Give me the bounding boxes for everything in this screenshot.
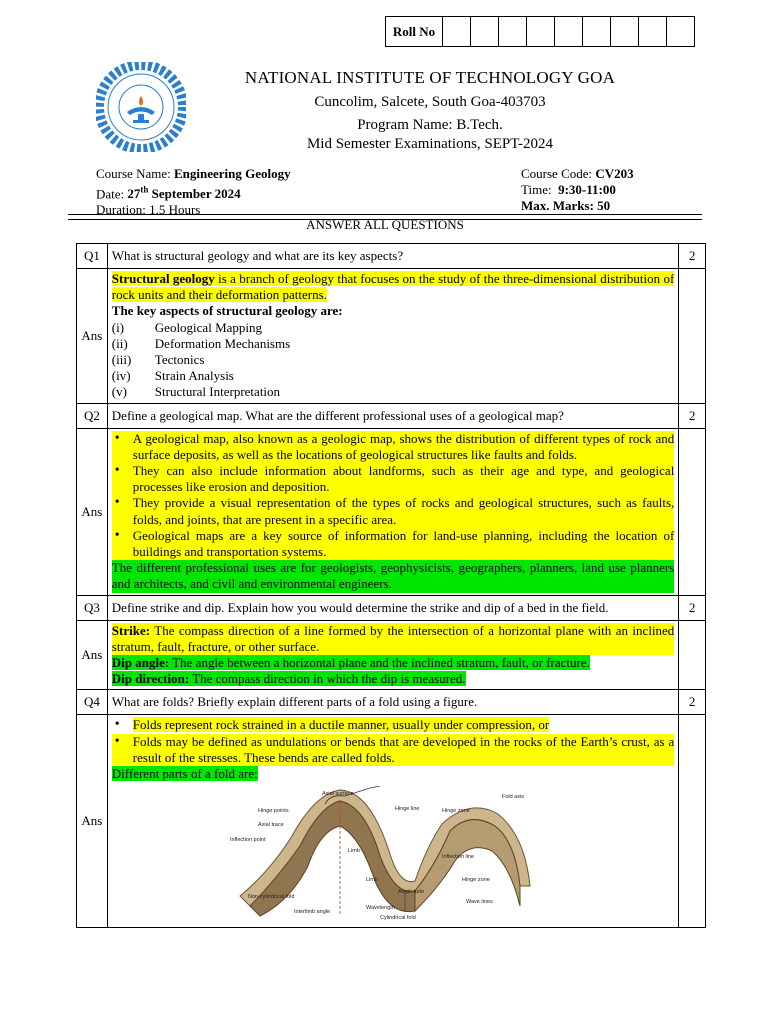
course-info-left (96, 166, 291, 218)
roll-digit-box[interactable] (639, 17, 667, 47)
divider (68, 214, 702, 215)
bullet-list (112, 717, 675, 766)
aspects-list (112, 320, 675, 401)
max-marks: Max. Marks: 50 (521, 198, 611, 213)
date-month-year: September 2024 (148, 186, 241, 202)
label-hinge-zone: Hinge zone (461, 877, 490, 884)
answer-body (107, 620, 679, 690)
answer-label: Ans (77, 428, 108, 595)
list-item: (ii) Deformation Mechanisms (111, 335, 291, 351)
roll-number-label: Roll No (386, 17, 443, 47)
list-item: (i) Geological Mapping (111, 319, 263, 335)
question-marks: 2 (679, 244, 706, 269)
course-info-right (521, 166, 634, 214)
answer-body (107, 715, 679, 928)
label-amplitude: Ampli-tude (397, 889, 425, 896)
list-item: • They can also include information about landforms, such as their age and type, and geological processes like erosion and deposition. (112, 463, 675, 495)
question-marks: 2 (679, 690, 706, 715)
label-axial-surface: Axial surface (321, 791, 354, 798)
exam-title: Mid Semester Examinations, SEPT-2024 (306, 136, 554, 152)
roll-digit-box[interactable] (611, 17, 639, 47)
dip-direction-label: Dip direction: (111, 671, 190, 687)
label-axial-trace: Axial trace (257, 822, 284, 829)
label-hinge-points: Hinge points (257, 808, 289, 815)
question-number: Q3 (77, 595, 108, 620)
bullet-list (112, 431, 675, 561)
fold-parts-heading: Different parts of a fold are: (111, 766, 258, 782)
aspects-heading: The key aspects of structural geology are: (111, 303, 343, 319)
roll-number-grid (385, 16, 695, 47)
list-item: • A geological map, also known as a geologic map, shows the distribution of different types of rock and surface deposits, as well as the locations of geological structures like faults and folds. (112, 431, 675, 463)
question-marks: 2 (679, 403, 706, 428)
label-wavelength: Wavelength (365, 905, 395, 912)
label-inflection-line: Inflection line (441, 854, 474, 861)
question-number: Q2 (77, 403, 108, 428)
roll-digit-box[interactable] (443, 17, 471, 47)
label-interlimb-angle: Interlimb angle (293, 909, 330, 916)
question-row (77, 690, 706, 715)
answer-label: Ans (77, 620, 108, 690)
answer-row (77, 269, 706, 404)
list-item: • Folds represent rock strained in a ductile manner, usually under compression, or (112, 717, 675, 733)
institute-name: NATIONAL INSTITUTE OF TECHNOLOGY GOA (244, 68, 616, 87)
question-row (77, 244, 706, 269)
question-text: Define a geological map. What are the different professional uses of a geological map? (107, 403, 679, 428)
fold-diagram (230, 786, 540, 924)
question-number: Q1 (77, 244, 108, 269)
label-limb: Limb (365, 877, 378, 884)
instruction: ANSWER ALL QUESTIONS (306, 217, 464, 232)
course-name-label: Course Name: (96, 166, 174, 181)
answer-label: Ans (77, 715, 108, 928)
date-day: 27 (127, 186, 141, 202)
label-wave-lines: Wave lines (465, 899, 493, 906)
program-name: Program Name: B.Tech. (357, 117, 503, 133)
roll-digit-box[interactable] (555, 17, 583, 47)
question-row (77, 403, 706, 428)
exam-time: 9:30-11:00 (558, 182, 616, 197)
professional-uses: The different professional uses are for geologists, geophysicists, geographers, planners, land use planners and architects, and civil and environmental engineers. (111, 560, 675, 592)
date-suffix: th (140, 185, 149, 195)
duration: Duration: 1.5 Hours (96, 202, 201, 218)
course-code: CV203 (595, 166, 634, 181)
roll-digit-box[interactable] (667, 17, 695, 47)
definition-text: is a branch of geology that focuses on the study of the three-dimensional distribution of rock units and their deformation patterns. (111, 271, 675, 303)
institute-address: Cuncolim, Salcete, South Goa-403703 (314, 94, 546, 110)
question-number: Q4 (77, 690, 108, 715)
strike-definition: The compass direction of a line formed by the intersection of a horizontal plane with an inclined stratum, fault, fracture, or other surface. (111, 622, 675, 654)
roll-digit-box[interactable] (583, 17, 611, 47)
question-table (76, 243, 706, 928)
course-name: Engineering Geology (173, 166, 291, 181)
question-row (77, 595, 706, 620)
question-marks: 2 (679, 595, 706, 620)
label-inflection-point: Inflection point (229, 837, 266, 844)
course-code-label: Course Code: (521, 166, 596, 181)
answer-row (77, 715, 706, 928)
list-item: (v) Structural Interpretation (111, 384, 281, 400)
roll-digit-box[interactable] (499, 17, 527, 47)
list-item: • They provide a visual representation of the types of rocks and geological structures, such as faults, folds, and joints, that are present in a specific area. (112, 495, 675, 527)
list-item: (iii) Tectonics (111, 352, 205, 368)
list-item: • Geological maps are a key source of information for land-use planning, including the location of buildings and transportation systems. (112, 528, 675, 560)
answer-row (77, 620, 706, 690)
answer-label: Ans (77, 269, 108, 404)
dip-direction-definition: The compass direction in which the dip is measured. (189, 671, 466, 687)
question-text: What are folds? Briefly explain different parts of a fold using a figure. (107, 690, 679, 715)
roll-digit-box[interactable] (471, 17, 499, 47)
answer-body (107, 428, 679, 595)
label-cylindrical-fold: Cylindrical fold (379, 915, 416, 922)
label-fold-axis: Fold axis (501, 794, 524, 801)
question-text: What is structural geology and what are its key aspects? (107, 244, 679, 269)
label-hinge-zone: Hinge zone (441, 808, 470, 815)
label-limb: Limb (347, 848, 360, 855)
roll-digit-box[interactable] (527, 17, 555, 47)
label-non-cylindrical-fold: Non-cylindrical fold (247, 894, 295, 901)
term-structural-geology: Structural geology (111, 271, 215, 286)
answer-body (107, 269, 679, 404)
date-label: Date: (96, 186, 128, 202)
label-hinge-line: Hinge line (394, 806, 420, 813)
list-item: (iv) Strain Analysis (111, 368, 234, 384)
answer-row (77, 428, 706, 595)
strike-label: Strike: (111, 622, 151, 638)
question-text: Define strike and dip. Explain how you would determine the strike and dip of a bed in the field. (107, 595, 679, 620)
list-item: • Folds may be defined as undulations or bends that are developed in the rocks of the Earth’s crust, as a result of the stresses. These bends are called folds. (112, 734, 675, 766)
dip-angle-label: Dip angle: (111, 655, 170, 671)
dip-angle-definition: The angle between a horizontal plane and the inclined stratum, fault, or fracture. (169, 655, 590, 671)
time-label: Time: (521, 182, 559, 197)
